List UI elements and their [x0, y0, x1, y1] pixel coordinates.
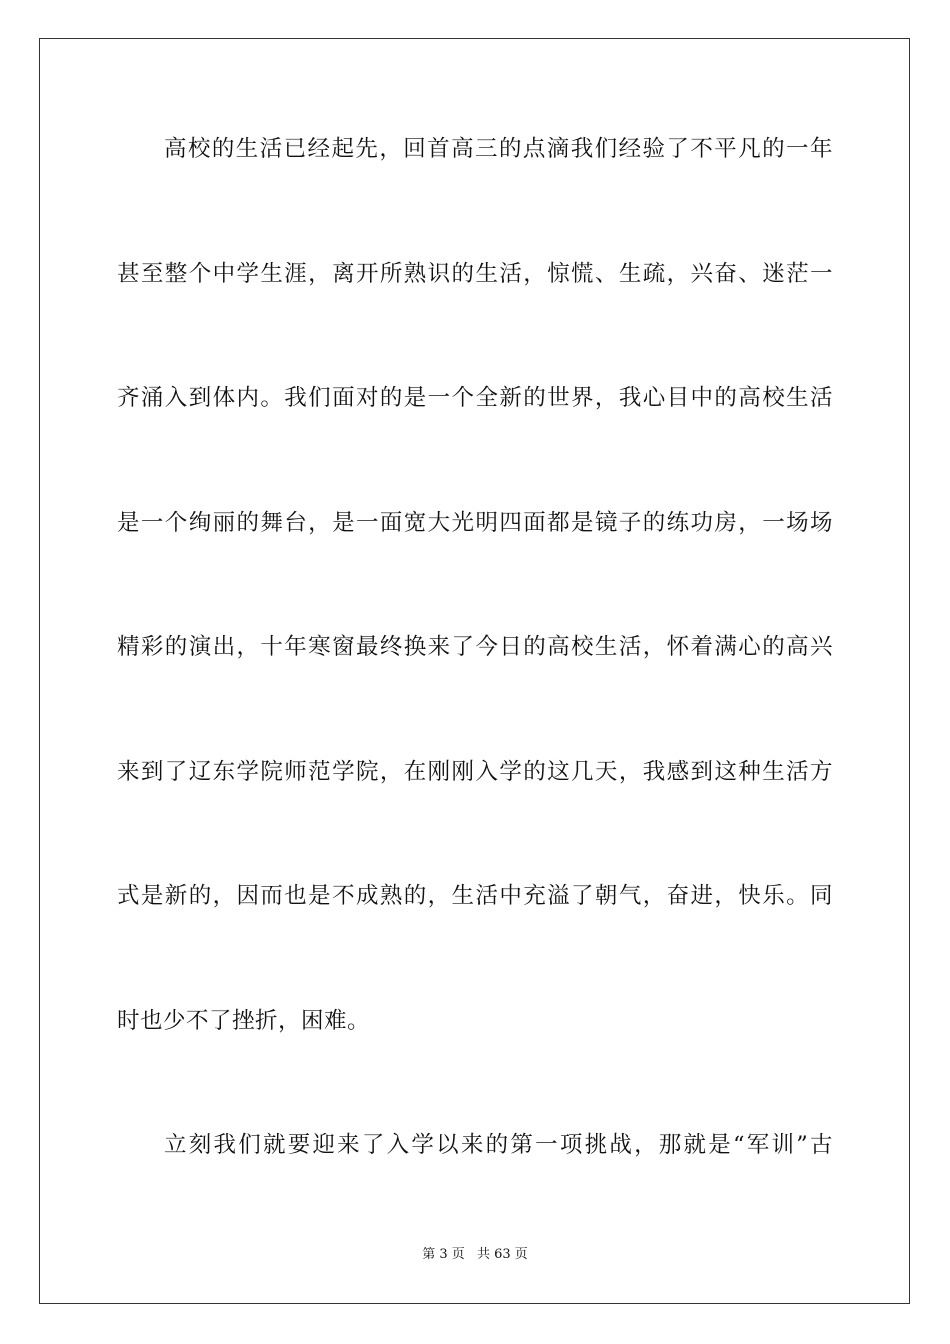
paragraph-1-line-4: 是一个绚丽的舞台，是一面宽大光明四面都是镜子的练功房，一场场: [117, 510, 833, 536]
paragraph-1-line-7: 式是新的，因而也是不成熟的，生活中充溢了朝气，奋进，快乐。同: [117, 883, 833, 909]
paragraph-1-line-3: 齐涌入到体内。我们面对的是一个全新的世界，我心目中的高校生活: [117, 385, 833, 411]
paragraph-1-line-8: 时也少不了挫折，困难。: [117, 1008, 371, 1034]
page-border: [39, 38, 910, 1304]
paragraph-1-line-2: 甚至整个中学生涯，离开所熟识的生活，惊慌、生疏，兴奋、迷茫一: [117, 261, 833, 287]
paragraph-2-line-1: 立刻我们就要迎来了入学以来的第一项挑战，那就是“军训”古: [164, 1132, 833, 1158]
page-number: 第 3 页: [422, 1247, 465, 1262]
page-footer: [0, 1246, 950, 1264]
paragraph-1-line-6: 来到了辽东学院师范学院，在刚刚入学的这几天，我感到这种生活方: [117, 759, 833, 785]
paragraph-1-line-1: 高校的生活已经起先，回首高三的点滴我们经验了不平凡的一年: [164, 136, 833, 162]
total-pages: 共 63 页: [476, 1247, 528, 1262]
paragraph-1-line-5: 精彩的演出，十年寒窗最终换来了今日的高校生活，怀着满心的高兴: [117, 634, 833, 660]
